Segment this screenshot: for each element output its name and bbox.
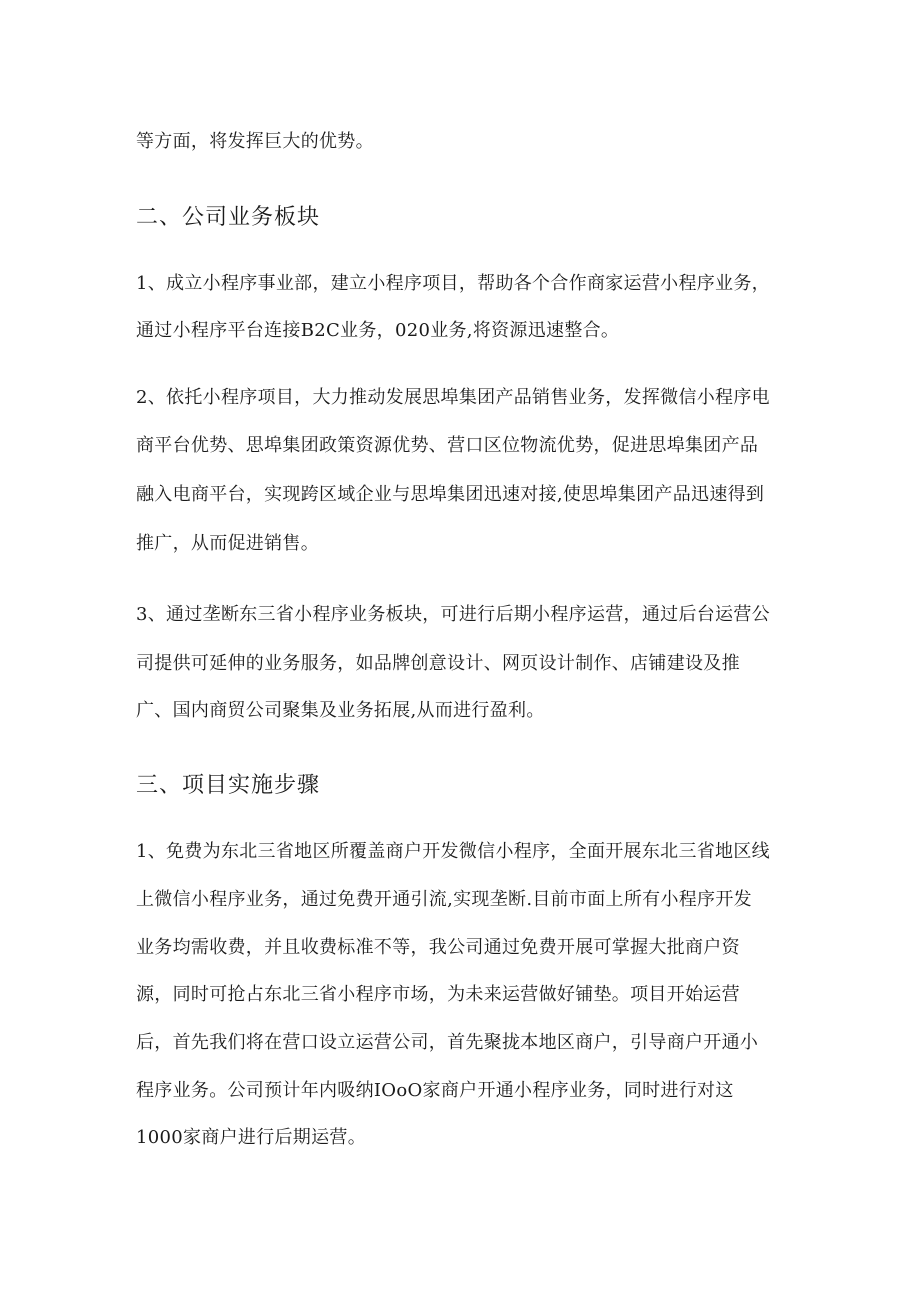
paragraph-line: 推广，从而促进销售。: [136, 533, 319, 554]
paragraph-line: 1000家商户进行后期运营。: [136, 1127, 367, 1148]
paragraph-line: 1、免费为东北三省地区所覆盖商户开发微信小程序，全面开展东北三省地区线: [136, 841, 770, 862]
paragraph-line: 后，首先我们将在营口设立运营公司，首先聚拢本地区商户，引导商户开通小: [136, 1032, 759, 1053]
paragraph-line: 通过小程序平台连接B2C业务，020业务,将资源迅速整合。: [136, 320, 620, 341]
paragraph-line: 源，同时可抢占东北三省小程序市场，为未来运营做好铺垫。项目开始运营: [136, 984, 740, 1005]
paragraph-line: 融入电商平台，实现跨区域企业与思埠集团迅速对接,使思埠集团产品迅速得到: [136, 484, 765, 505]
paragraph-line: 业务均需收费，并且收费标准不等，我公司通过免费开展可掌握大批商户资: [136, 937, 740, 958]
intro-tail-line: 等方面，将发挥巨大的优势。: [136, 131, 374, 152]
paragraph-line: 1、成立小程序事业部，建立小程序项目，帮助各个合作商家运营小程序业务，: [136, 273, 770, 294]
section-2-heading: 二、公司业务板块: [136, 205, 321, 230]
paragraph-line: 上微信小程序业务，通过免费开通引流,实现垄断.目前市面上所有小程序开发: [136, 889, 752, 910]
paragraph-line: 广、国内商贸公司聚集及业务拓展,从而进行盈利。: [136, 700, 545, 721]
paragraph-line: 商平台优势、思埠集团政策资源优势、营口区位物流优势，促进思埠集团产品: [136, 435, 759, 456]
paragraph-line: 程序业务。公司预计年内吸纳IOoO家商户开通小程序业务，同时进行对这: [136, 1080, 734, 1101]
paragraph-line: 司提供可延伸的业务服务，如品牌创意设计、网页设计制作、店铺建设及推: [136, 653, 740, 674]
paragraph-line: 3、通过垄断东三省小程序业务板块，可进行后期小程序运营，通过后台运营公: [136, 604, 770, 625]
paragraph-line: 2、依托小程序项目，大力推动发展思埠集团产品销售业务，发挥微信小程序电: [136, 387, 770, 408]
section-3-heading: 三、项目实施步骤: [136, 773, 321, 798]
